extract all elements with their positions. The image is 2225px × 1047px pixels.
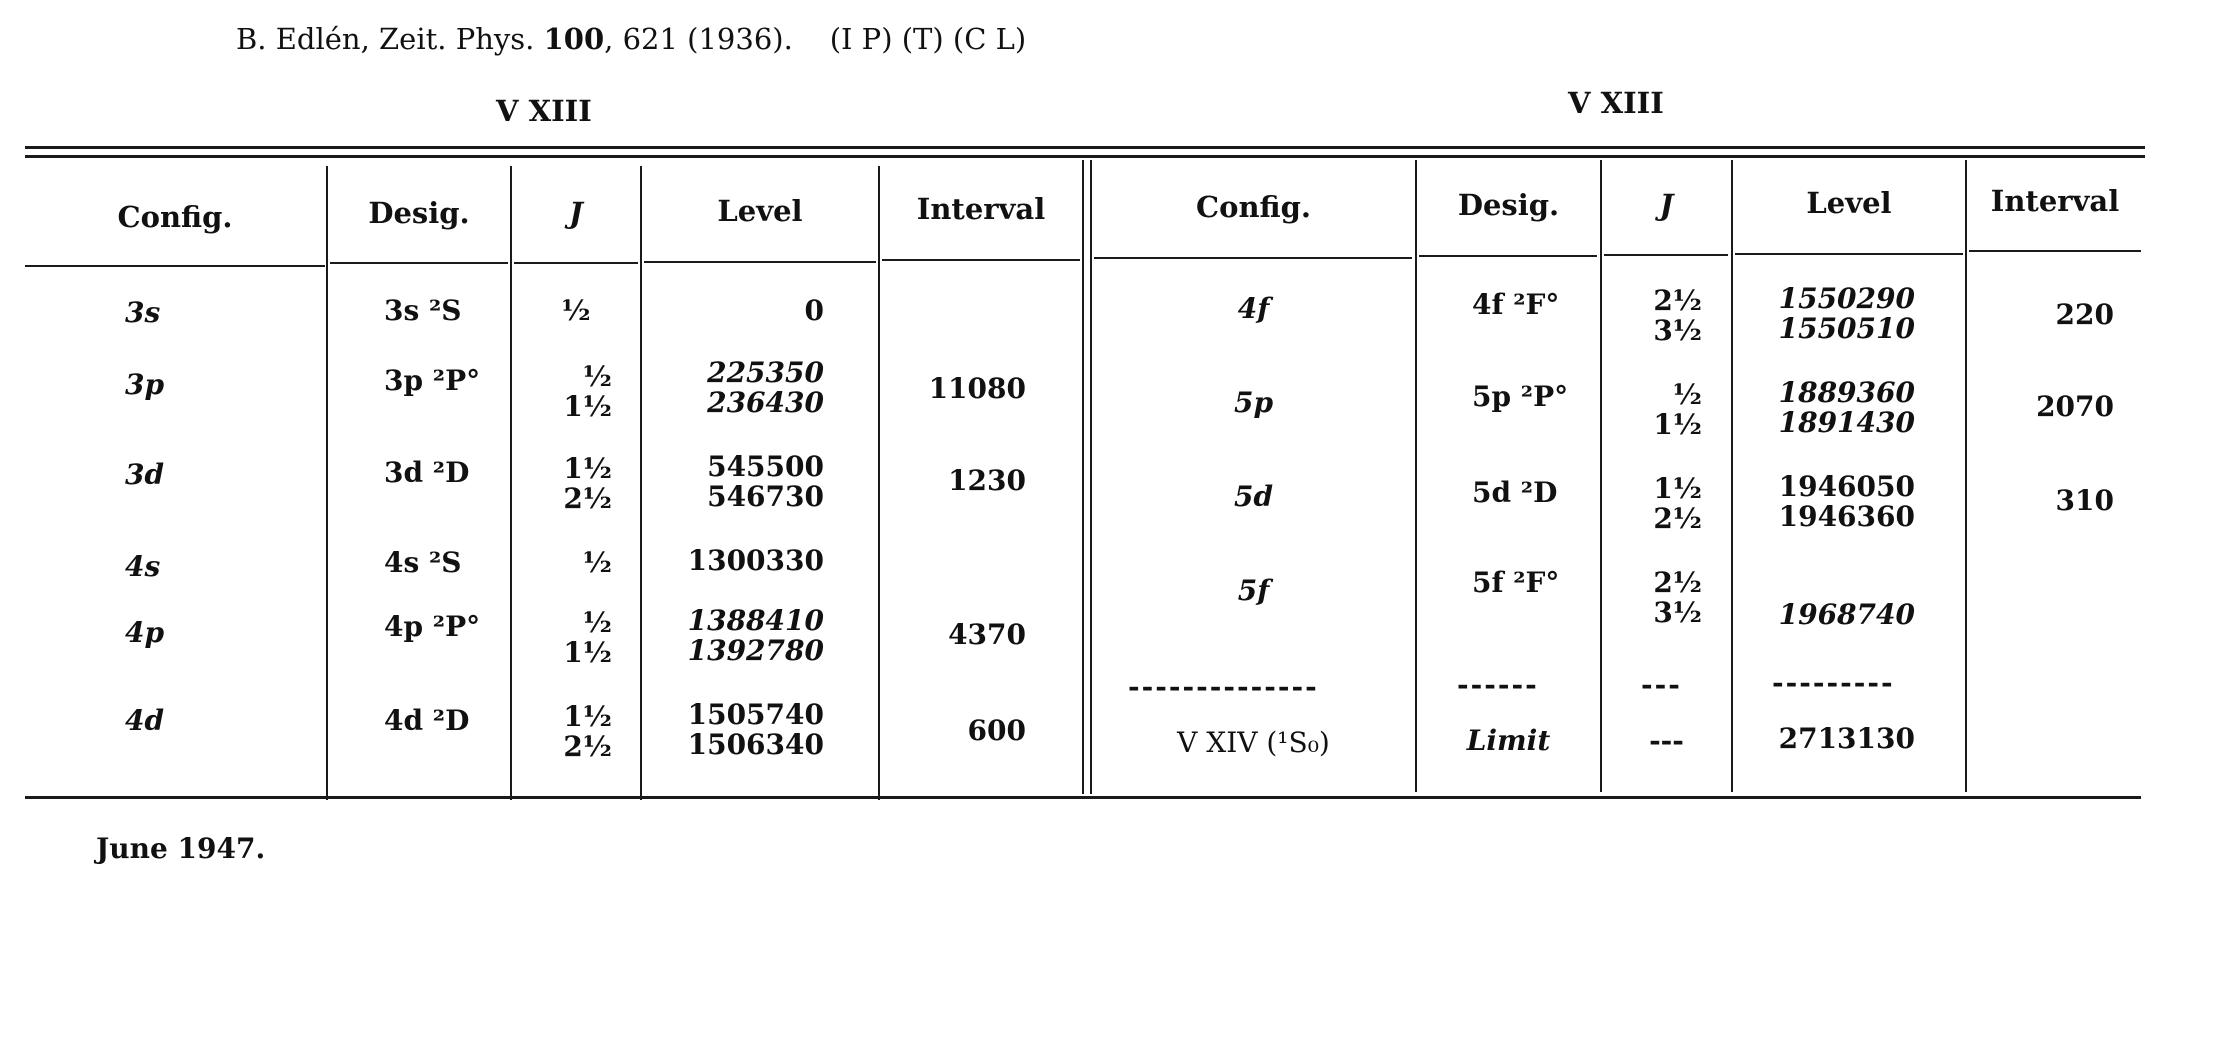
table-cell-desig: 3d ²D — [384, 456, 470, 489]
left-table-title: V XIII — [496, 94, 592, 128]
table-cell-level: 1506340 — [687, 728, 824, 761]
table-cell-interval: 600 — [967, 714, 1026, 747]
table-cell-desig: 3s ²S — [384, 294, 462, 327]
table-cell-interval: 11080 — [928, 372, 1026, 405]
header-underline — [1604, 254, 1728, 256]
table-cell-j: ½ — [561, 294, 591, 327]
header-underline — [644, 261, 876, 263]
header-desig: Desig. — [368, 196, 470, 230]
table-cell-config: 3d — [125, 458, 165, 491]
table-cell-j: 3½ — [1653, 314, 1702, 347]
table-cell-level: 1946050 — [1778, 470, 1915, 503]
header-j: J — [1659, 188, 1674, 222]
table-cell-config: 3p — [125, 368, 165, 401]
table-cell-level: 545500 — [707, 450, 824, 483]
table-cell-config: 4s — [125, 550, 161, 583]
table-cell-desig: 4s ²S — [384, 546, 462, 579]
table-cell-desig: 5f ²F° — [1472, 566, 1560, 599]
table-cell-j: ½ — [1672, 378, 1702, 411]
table-cell-level: 1550510 — [1778, 312, 1915, 345]
table-cell-j: 2½ — [1653, 284, 1702, 317]
table-cell-level: 236430 — [707, 386, 824, 419]
table-cell-level: 1505740 — [687, 698, 824, 731]
table-cell-j: ½ — [582, 360, 612, 393]
dash-desig: ------ — [1457, 668, 1539, 701]
table-cell-j: 1½ — [1653, 408, 1702, 441]
dash-level: --------- — [1772, 666, 1895, 699]
header-underline — [1094, 257, 1412, 259]
table-cell-config: 5d — [1233, 480, 1274, 513]
header-underline — [1419, 255, 1597, 257]
header-config: Config. — [1196, 190, 1311, 224]
table-cell-level: 1550290 — [1778, 282, 1915, 315]
table-cell-j: 2½ — [563, 482, 612, 515]
table-cell-level: 1300330 — [687, 544, 824, 577]
table-cell-j: 2½ — [1653, 502, 1702, 535]
table-cell-j: 1½ — [563, 636, 612, 669]
citation-line — [236, 22, 1026, 56]
table-cell-level: 0 — [804, 294, 824, 327]
table-cell-level: 1968740 — [1778, 598, 1915, 631]
table-cell-config: 4f — [1237, 292, 1270, 325]
table-cell-desig: 5p ²P° — [1472, 380, 1569, 413]
table-cell-desig: 5d ²D — [1472, 476, 1558, 509]
table-cell-interval: 2070 — [2036, 390, 2114, 423]
header-interval: Interval — [1990, 184, 2120, 218]
table-cell-config: 3s — [125, 296, 161, 329]
citation-volume: 100 — [543, 22, 605, 56]
table-cell-desig: 4d ²D — [384, 704, 470, 737]
table-cell-level: 1392780 — [687, 634, 824, 667]
table-cell-interval: 4370 — [948, 618, 1026, 651]
citation-author: B. Edlén, Zeit. Phys. — [236, 22, 535, 56]
table-cell-j: 1½ — [563, 390, 612, 423]
table-cell-level: 546730 — [707, 480, 824, 513]
table-cell-j: ½ — [582, 606, 612, 639]
divider — [1090, 160, 1092, 794]
table-cell-config: 5f — [1237, 574, 1270, 607]
table-cell-config: 4d — [125, 704, 165, 737]
table-cell-level: 1889360 — [1778, 376, 1915, 409]
table-cell-level: 1891430 — [1778, 406, 1915, 439]
header-level: Level — [717, 194, 803, 228]
citation-tags: (I P) (T) (C L) — [829, 22, 1027, 56]
divider — [1415, 160, 1417, 792]
dash-j: --- — [1641, 668, 1682, 701]
limit-j: --- — [1649, 724, 1684, 757]
table-cell-desig: 4f ²F° — [1472, 288, 1560, 321]
table-cell-j: 2½ — [1653, 566, 1702, 599]
header-desig: Desig. — [1457, 188, 1560, 222]
table-cell-j: ½ — [582, 546, 612, 579]
divider — [640, 166, 642, 800]
divider — [1965, 160, 1967, 792]
header-config: Config. — [117, 200, 233, 234]
table-cell-level: 225350 — [707, 356, 824, 389]
table-cell-interval: 220 — [2055, 298, 2114, 331]
limit-level: 2713130 — [1778, 722, 1915, 755]
header-underline — [25, 265, 325, 267]
divider — [1731, 160, 1733, 792]
header-underline — [1735, 253, 1963, 255]
divider — [326, 166, 328, 800]
header-underline — [514, 262, 638, 264]
table-cell-config: 4p — [125, 616, 165, 649]
top-rule-1 — [25, 146, 2145, 149]
header-underline — [882, 259, 1080, 261]
header-underline — [1969, 250, 2141, 252]
citation-rest: , 621 (1936). — [604, 22, 793, 56]
right-table-title: V XIII — [1568, 86, 1664, 120]
table-cell-j: 2½ — [563, 730, 612, 763]
header-interval: Interval — [916, 192, 1046, 226]
header-j: J — [569, 196, 583, 230]
table-cell-config: 5p — [1233, 386, 1274, 419]
bottom-rule — [25, 796, 2141, 799]
top-rule-2 — [25, 155, 2145, 158]
table-cell-j: 3½ — [1653, 596, 1702, 629]
header-underline — [330, 262, 508, 264]
table-cell-level: 1946360 — [1778, 500, 1915, 533]
footer-date: June 1947. — [96, 832, 266, 865]
table-cell-interval: 1230 — [948, 464, 1026, 497]
table-cell-j: 1½ — [563, 452, 612, 485]
table-cell-j: 1½ — [1653, 472, 1702, 505]
table-cell-interval: 310 — [2055, 484, 2114, 517]
table-cell-desig: 4p ²P° — [384, 610, 481, 643]
table-cell-desig: 3p ²P° — [384, 364, 481, 397]
table-cell-j: 1½ — [563, 700, 612, 733]
dash-config: -------------- — [1128, 670, 1319, 703]
divider — [1082, 160, 1084, 794]
table-cell-level: 1388410 — [687, 604, 824, 637]
header-level: Level — [1806, 186, 1892, 220]
limit-config: V XIV (¹S₀) — [1177, 726, 1330, 759]
limit-desig: Limit — [1466, 724, 1551, 757]
